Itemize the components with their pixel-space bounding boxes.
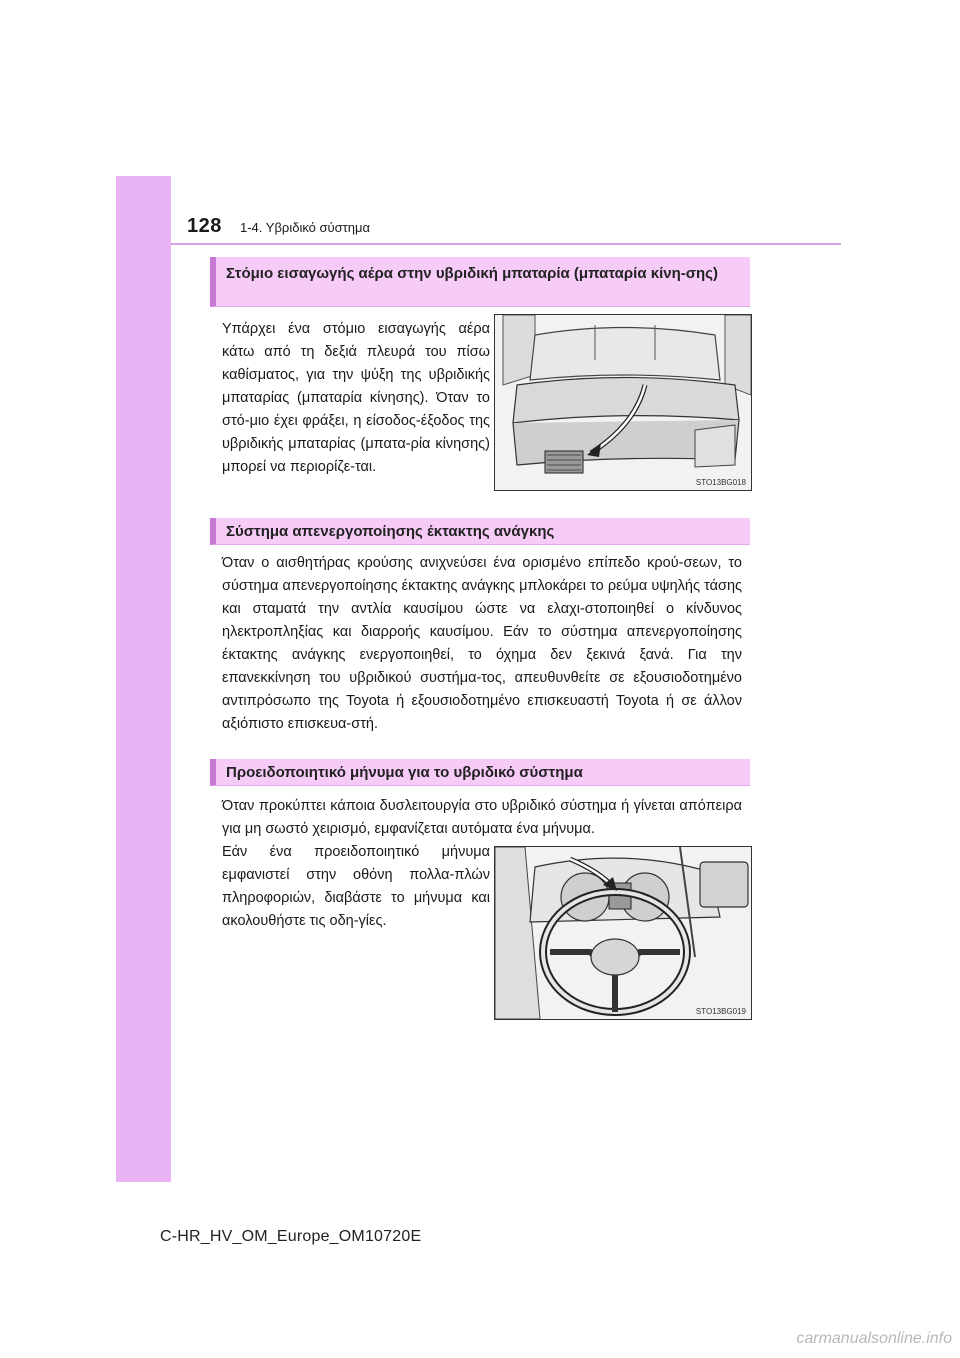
steering-wheel-illustration: [495, 847, 751, 1019]
figure-rear-seat-air-intake: [494, 314, 752, 491]
side-tab-band: [116, 176, 171, 1182]
header-divider: [171, 243, 841, 245]
figure-instrument-panel: [494, 846, 752, 1020]
figure-code: STO13BG019: [695, 1007, 746, 1016]
section-heading-air-intake: Στόμιο εισαγωγής αέρα στην υβριδική μπαταρία (μπαταρία κίνη-σης): [210, 257, 750, 307]
page-number: 128: [187, 215, 222, 237]
watermark: carmanualsonline.info: [796, 1330, 952, 1347]
section-title: 1-4. Υβριδικό σύστημα: [240, 220, 371, 235]
paragraph-air-intake: Υπάρχει ένα στόμιο εισαγωγής αέρα κάτω από τη δεξιά πλευρά του πίσω καθίσματος, για την ψύξη της υβριδικής μπαταρίας (μπαταρία κίνησης). Όταν το στό-μιο έχει φράξει, η είσοδος-έξοδος της υβριδικής μπαταρίας (μπατα-ρία κίνησης) μπορεί να περιορίζε-ται.: [222, 321, 490, 475]
section-heading-warning-message: Προειδοποιητικό μήνυμα για το υβριδικό σύστημα: [210, 759, 750, 786]
figure-code: STO13BG018: [695, 478, 746, 487]
paragraph-warning-intro: Όταν προκύπτει κάποια δυσλειτουργία στο υβριδικό σύστημα ή γίνεται απόπειρα για μη σωστό χειρισμό, εμφανίζεται αυτόματα ένα μήνυμα.: [222, 798, 742, 837]
paragraph-warning-instruction: Εάν ένα προειδοποιητικό μήνυμα εμφανιστεί στην οθόνη πολλα-πλών πληροφοριών, διαβάστε το μήνυμα και ακολουθήστε τις οδη-γίες.: [222, 844, 490, 929]
document-code: C-HR_HV_OM_Europe_OM10720E: [160, 1228, 422, 1245]
section-heading-emergency-shutoff: Σύστημα απενεργοποίησης έκτακτης ανάγκης: [210, 518, 750, 545]
rear-seat-illustration: [495, 315, 751, 490]
paragraph-emergency-shutoff: Όταν ο αισθητήρας κρούσης ανιχνεύσει ένα ορισμένο επίπεδο κρού-σεων, το σύστημα απενεργοποίησης έκτακτης ανάγκης μπλοκάρει το ρεύμα υψηλής τάσης και σταματά την αντλία καυσίμου ώστε να ελαχι-στοποιηθεί ο κίνδυνος ηλεκτροπληξίας και διαρροής καυσίμου. Εάν το σύστημα απενεργοποίησης έκτακτης ανάγκης ενεργοποιηθεί, το όχημα δεν ξεκινά ξανά. Για την επανεκκίνηση του υβριδικού συστήμα-τος, απευθυνθείτε σε εξουσιοδοτημένο αντιπρόσωπο της Toyota ή εξουσιοδοτημένο επισκευαστή Toyota ή σε άλλον αξιόπιστο επισκευα-στή.: [222, 555, 742, 732]
